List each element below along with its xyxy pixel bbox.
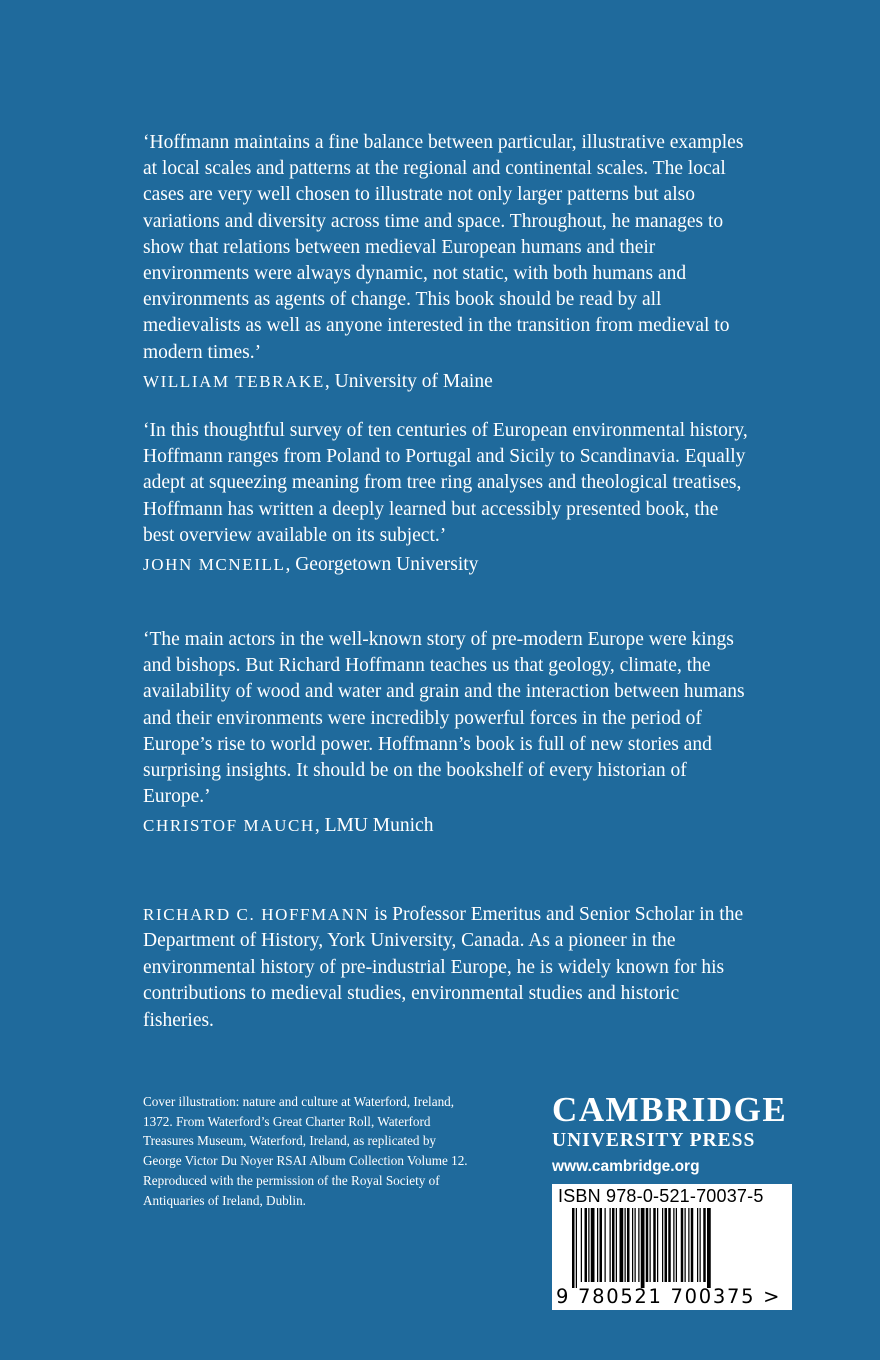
barcode-bar <box>585 1208 588 1282</box>
quote-author: JOHN MCNEILL <box>143 555 286 575</box>
cover-illustration-credit: Cover illustration: nature and culture at Waterford, Ireland, 1372. From Waterford’s Great Charter Roll, Waterford Treasures Museum, Waterford, Ireland, as replicated by George Victor Du Noyer RSAI Album Collection Volume 12. Reproduced with the permission of the Royal Society of Antiquaries of Ireland, Dublin. <box>143 1094 468 1208</box>
barcode-bar <box>665 1208 668 1282</box>
barcode-bar <box>681 1208 684 1282</box>
quote-author: CHRISTOF MAUCH <box>143 816 315 836</box>
quote-text: ‘Hoffmann maintains a fine balance between particular, illustrative examples at local scales and patterns at the regional and continental scales. The local cases are very well chosen to illustrate not only larger patterns but also variations and diversity across time and space. Throughout, he manages to show that relations between medieval European humans and their environments were always dynamic, not static, with both humans and environments as agents of change. This book should be read by all medievalists as well as anyone interested in the transition from medieval to modern times.’ <box>143 132 744 363</box>
barcode-bar <box>605 1208 606 1282</box>
isbn-label: ISBN 978-0-521-70037-5 <box>558 1186 764 1206</box>
barcode-bar <box>600 1208 603 1282</box>
barcode-bar <box>703 1208 706 1282</box>
barcode-bars <box>572 1208 774 1288</box>
barcode-bar <box>673 1208 674 1282</box>
barcode-digits: 9 780521 700375 > <box>556 1285 782 1308</box>
barcode-bar <box>588 1208 589 1282</box>
publisher-logo <box>552 1092 797 1178</box>
author-bio-text: is Professor Emeritus and Senior Scholar in the Department of History, York University, Canada. As a pioneer in the environmental history of pre-industrial Europe, he is widely known for his contributions to medieval studies, environmental studies and historic fisheries. <box>143 904 744 1031</box>
barcode-bar <box>700 1208 701 1282</box>
quote-attribution <box>143 813 753 839</box>
quote-attribution <box>143 369 753 395</box>
barcode-bar <box>685 1208 686 1282</box>
barcode-bar <box>616 1208 617 1282</box>
author-bio <box>143 902 753 1034</box>
quote-text: ‘The main actors in the well-known story of pre-modern Europe were kings and bishops. But Richard Hoffmann teaches us that geology, climate, the availability of wood and water and grain and the interaction between humans and their environments were incredibly powerful forces in the period of Europe’s rise to world power. Hoffmann’s book is full of new stories and surprising insights. It should be on the bookshelf of every historian of Europe.’ <box>143 629 745 808</box>
barcode-bar <box>691 1208 694 1282</box>
barcode-bar <box>641 1208 645 1288</box>
publisher-subtitle: UNIVERSITY PRESS <box>552 1130 756 1151</box>
barcode-bar <box>657 1208 658 1282</box>
barcode-bar <box>668 1208 671 1282</box>
barcode-bar <box>638 1208 639 1282</box>
barcode-bar <box>620 1208 624 1282</box>
barcode-bar <box>572 1208 575 1288</box>
quote-author: WILLIAM TEBRAKE <box>143 371 325 391</box>
barcode-bar <box>576 1208 577 1288</box>
barcode-bar <box>625 1208 626 1282</box>
barcode-bar <box>597 1208 598 1282</box>
review-quote-1 <box>143 130 753 395</box>
barcode-bar <box>676 1208 677 1282</box>
barcode-bar <box>697 1208 698 1282</box>
publisher-name: CAMBRIDGE <box>552 1090 788 1129</box>
barcode-bar <box>610 1208 611 1282</box>
review-quote-2 <box>143 418 753 578</box>
barcode-bar <box>632 1208 633 1282</box>
review-quote-3 <box>143 627 753 840</box>
quote-affiliation: , LMU Munich <box>314 815 434 837</box>
author-name: RICHARD C. HOFFMANN <box>143 905 370 924</box>
isbn-barcode <box>552 1184 792 1310</box>
barcode-bar <box>653 1208 656 1282</box>
barcode-bar <box>650 1208 651 1282</box>
quote-affiliation: , University of Maine <box>324 370 493 392</box>
barcode-bar <box>688 1208 689 1282</box>
barcode-bar <box>707 1208 711 1288</box>
barcode-bar <box>627 1208 630 1282</box>
barcode-bar <box>646 1208 649 1282</box>
barcode-bar <box>612 1208 615 1282</box>
quote-affiliation: , Georgetown University <box>285 554 479 576</box>
barcode-bar <box>591 1208 595 1282</box>
publisher-url: www.cambridge.org <box>552 1158 700 1175</box>
barcode-bar <box>662 1208 663 1282</box>
quote-attribution <box>143 552 753 578</box>
quote-text: ‘In this thoughtful survey of ten centuries of European environmental history, Hoffmann ranges from Poland to Portugal and Sicily to Scandinavia. Equally adept at squeezing meaning from tree ring analyses and theological treatises, Hoffmann has written a deeply learned but accessibly presented book, the best overview available on its subject.’ <box>143 420 748 546</box>
barcode-bar <box>635 1208 636 1282</box>
barcode-bar <box>581 1208 582 1282</box>
